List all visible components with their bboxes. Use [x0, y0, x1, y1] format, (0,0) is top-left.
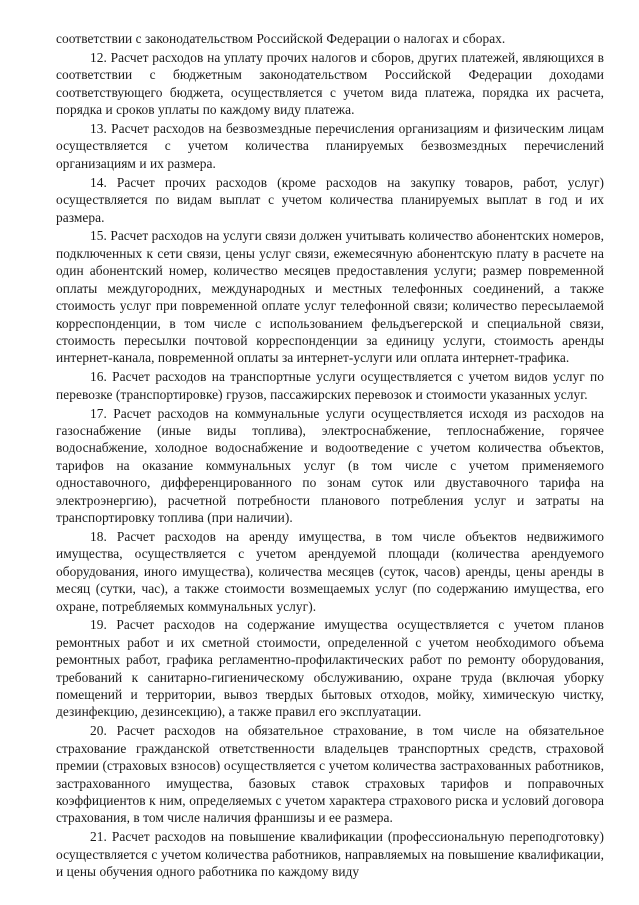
- paragraph-16: 16. Расчет расходов на транспортные услуги осуществляется с учетом видов услуг по перевозке (транспортировке) грузов, пассажирских перевозок и стоимости указанных услуг.: [56, 369, 604, 402]
- paragraph-15: 15. Расчет расходов на услуги связи должен учитывать количество абонентских номеров, подключенных к сети связи, цены услуг связи, ежемесячную абонентскую плату в расчете на один абонентский номер, количество месяцев предоставления услуги; размер повременной оплаты междугородних, международных и местных телефонных соединений, а также стоимость услуг при повременной оплате услуг телефонной связи; количество пересылаемой корреспонденции, в том числе с использованием фельдъегерской и специальной связи, стоимость пересылки почтовой корреспонденции за единицу услуги, стоимость аренды интернет-канала, повременной оплаты за интернет-услуги или оплата интернет-трафика.: [56, 228, 604, 366]
- paragraph-17: 17. Расчет расходов на коммунальные услуги осуществляется исходя из расходов на газоснабжение (иные виды топлива), электроснабжение, теплоснабжение, горячее водоснабжение, холодное водоснабжение и водоотведение с учетом количества объектов, тарифов на оказание коммунальных услуг (в том числе с учетом применяемого одноставочного, дифференцированного по зонам суток или двуставочного тарифа на электроэнергию), расчетной потребности планового потребления услуг и затраты на транспортировку топлива (при наличии).: [56, 405, 604, 525]
- document-page: [56, 30, 604, 882]
- paragraph-21: 21. Расчет расходов на повышение квалификации (профессиональную переподготовку) осуществляется с учетом количества работников, направляемых на повышение квалификации, и цены обучения одного работника по каждому виду: [56, 829, 604, 880]
- paragraph-13: 13. Расчет расходов на безвозмездные перечисления организациям и физическим лицам осуществляется с учетом количества планируемых безвозмездных перечислений организациям и их размера.: [56, 121, 604, 171]
- paragraph-continuation: соответствии с законодательством Российской Федерации о налогах и сборах.: [56, 31, 506, 46]
- paragraph-14: 14. Расчет прочих расходов (кроме расходов на закупку товаров, работ, услуг) осуществляется по видам выплат с учетом количества планируемых выплат в год и их размера.: [56, 174, 604, 225]
- paragraph-20: 20. Расчет расходов на обязательное страхование, в том числе на обязательное страхование гражданской ответственности владельцев транспортных средств, страховой премии (страховых взносов) осуществляется с учетом количества застрахованных работников, застрахованного имущества, базовых ставок страховых тарифов и поправочных коэффициентов к ним, определяемых с учетом характера страхового риска и условий договора страхования, в том числе наличия франшизы и ее размера.: [56, 723, 604, 826]
- paragraph-12: 12. Расчет расходов на уплату прочих налогов и сборов, других платежей, являющихся в соответствии с бюджетным законодательством Российской Федерации доходами соответствующего бюджета, осуществляется с учетом вида платежа, порядка их расчета, порядка и сроков уплаты по каждому виду платежа.: [56, 49, 604, 118]
- paragraph-18: 18. Расчет расходов на аренду имущества, в том числе объектов недвижимого имущества, осуществляется с учетом арендуемой площади (количества арендуемого оборудования, иного имущества), количества месяцев (суток, часов) аренды, цены аренды в месяц (сутки, час), а также стоимости возмещаемых услуг (по содержанию имущества, его охране, потребляемых коммунальных услуг).: [56, 528, 604, 614]
- paragraph-19: 19. Расчет расходов на содержание имущества осуществляется с учетом планов ремонтных работ и их сметной стоимости, определенной с учетом необходимого объема ремонтных работ, графика регламентно-профилактических работ по ремонту оборудования, требований к санитарно-гигиеническому обслуживанию, охране труда (включая уборку помещений и территории, вывоз твердых бытовых отходов, мойку, химическую чистку, дезинфекцию, дезинсекцию), а также правил его эксплуатации.: [56, 617, 604, 720]
